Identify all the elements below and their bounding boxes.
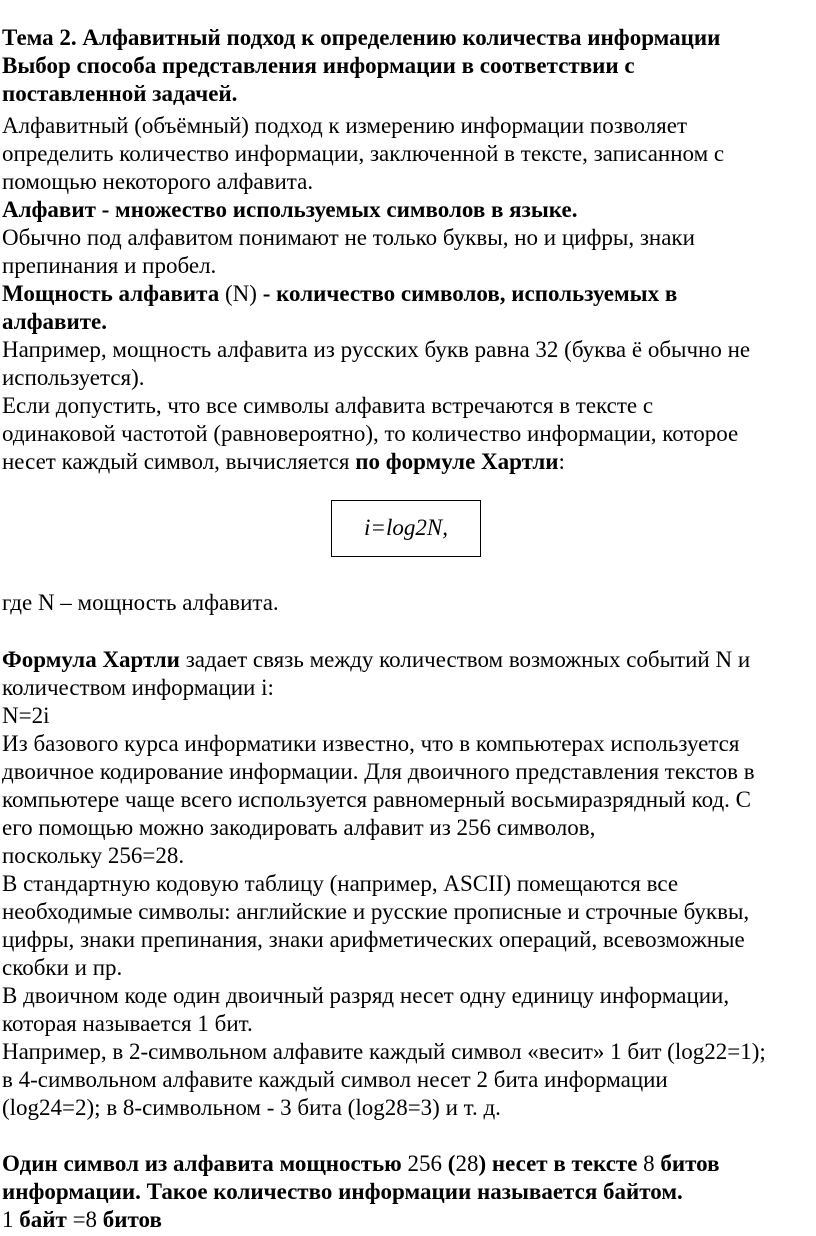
ascii-line-2: необходимые символы: английские и русские прописные и строчные буквы, (2, 899, 750, 924)
example-line-2: используется). (2, 365, 145, 390)
alphabet-note-line-2: препинания и пробел. (2, 253, 217, 278)
power-definition-line-1: Мощность алфавита (N) - количество символов, используемых в (2, 281, 678, 306)
intro-line-1: Алфавитный (объёмный) подход к измерению информации позволяет (2, 113, 688, 138)
binary-line-1: Из базового курса информатики известно, что в компьютерах используется (2, 731, 740, 756)
alphabet-definition: Алфавит - множество используемых символов в языке. (2, 197, 578, 222)
bit-example-line-3: (log24=2); в 8-символьном - 3 бита (log28=3) и т. д. (2, 1095, 501, 1120)
hartley-intro-line-1: Если допустить, что все символы алфавита встречаются в тексте с (2, 393, 654, 418)
binary-line-4: его помощью можно закодировать алфавит из 256 символов, (2, 815, 596, 840)
power-definition-line-2: алфавите. (2, 309, 107, 334)
alphabet-note-line-1: Обычно под алфавитом понимают не только буквы, но и цифры, знаки (2, 225, 695, 250)
binary-line-5: поскольку 256=28. (2, 843, 185, 868)
title-line-2: Выбор способа представления информации в соответствии с (2, 53, 635, 78)
ascii-line-3: цифры, знаки препинания, знаки арифметических операций, всевозможные (2, 927, 745, 952)
hartley-formula-line-1: Формула Хартли задает связь между количеством возможных событий N и (2, 647, 751, 672)
ascii-line-4: скобки и пр. (2, 955, 123, 980)
formula-text: i=log2N, (364, 515, 448, 541)
hartley-intro-line-2: одинаковой частотой (равновероятно), то количество информации, которое (2, 421, 739, 446)
byte-line-2: информации. Такое количество информации называется байтом. (2, 1179, 683, 1204)
where-note: где N – мощность алфавита. (2, 590, 279, 615)
hartley-formula-line-3: N=2i (2, 703, 50, 728)
binary-line-3: компьютере чаще всего используется равномерный восьмиразрядный код. С (2, 787, 752, 812)
ascii-line-1: В стандартную кодовую таблицу (например, ASCII) помещаются все (2, 871, 679, 896)
bit-example-line-1: Например, в 2-символьном алфавите каждый символ «весит» 1 бит (log22=1); (2, 1039, 766, 1064)
hartley-formula-line-2: количеством информации i: (2, 675, 274, 700)
bit-line-2: которая называется 1 бит. (2, 1011, 253, 1036)
bit-line-1: В двоичном коде один двоичный разряд несет одну единицу информации, (2, 983, 730, 1008)
intro-line-2: определить количество информации, заключенной в тексте, записанном с (2, 141, 725, 166)
intro-line-3: помощью некоторого алфавита. (2, 169, 314, 194)
binary-line-2: двоичное кодирование информации. Для двоичного представления текстов в (2, 759, 755, 784)
hartley-intro-line-3: несет каждый символ, вычисляется по формуле Хартли: (2, 449, 565, 474)
title-line-1: Тема 2. Алфавитный подход к определению количества информации (2, 25, 721, 50)
formula-box (331, 500, 481, 557)
byte-line-3: 1 байт =8 битов (2, 1207, 162, 1232)
bit-example-line-2: в 4-символьном алфавите каждый символ несет 2 бита информации (2, 1067, 668, 1092)
example-line-1: Например, мощность алфавита из русских букв равна 32 (буква ё обычно не (2, 337, 751, 362)
title-line-3: поставленной задачей. (2, 81, 238, 106)
byte-line-1: Один символ из алфавита мощностью 256 (28) несет в тексте 8 битов (2, 1151, 720, 1176)
